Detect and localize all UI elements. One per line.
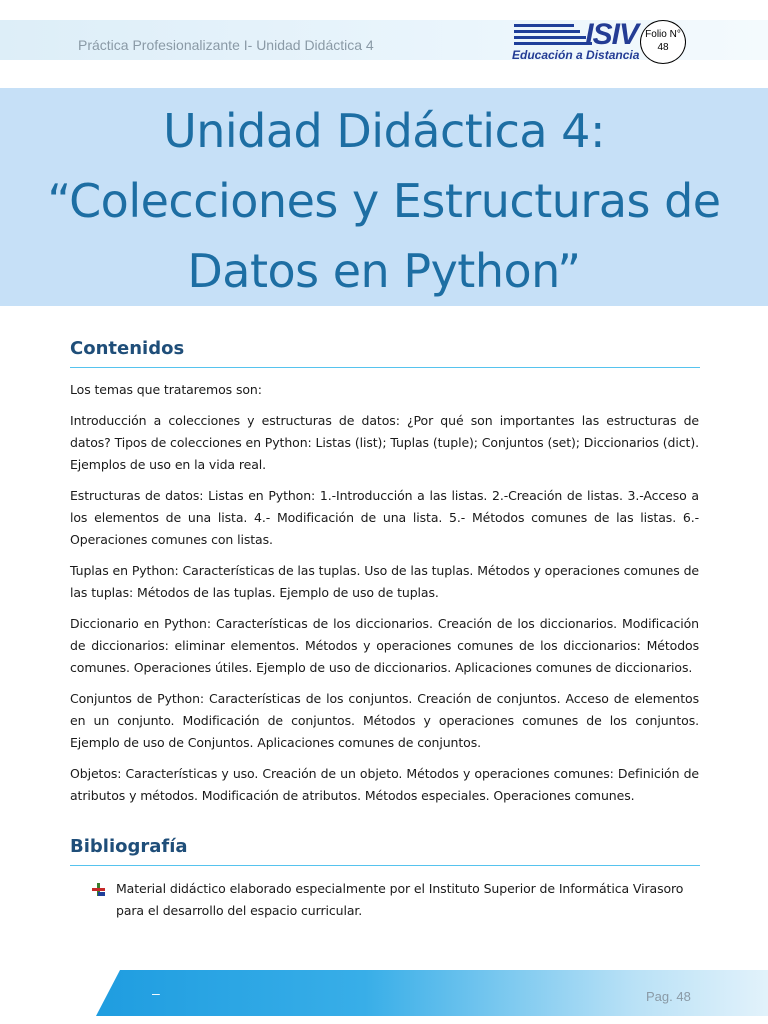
footer-dash: – <box>152 985 160 1001</box>
contenidos-rule <box>70 367 700 368</box>
contenidos-paragraph: Diccionario en Python: Características de los diccionarios. Creación de los diccionarios. Modificación de diccionarios: eliminar elementos. Métodos y operaciones comunes de los diccionarios: Métodos comunes. Operaciones útiles. Ejemplo de uso de diccionarios. Aplicaciones comunes de diccionarios. <box>70 616 699 675</box>
title-line-1: Unidad Didáctica 4: <box>163 104 605 158</box>
contenidos-paragraph: Introducción a colecciones y estructuras de datos: ¿Por qué son importantes las estructuras de datos? Tipos de colecciones en Python: Listas (list); Tuplas (tuple); Conjuntos (set); Diccionarios (dict). Ejemplos de uso en la vida real. <box>70 413 699 472</box>
bullet-icon <box>92 883 106 897</box>
page-title <box>0 96 768 306</box>
page-number: Pag. 48 <box>646 989 691 1004</box>
folio-number: 48 <box>657 42 669 53</box>
contenidos-paragraph: Estructuras de datos: Listas en Python: 1.-Introducción a las listas. 2.-Creación de listas. 3.-Acceso a los elementos de una lista. 4.- Modificación de una lista. 5.- Métodos comunes de las listas. 6.- Operaciones comunes con listas. <box>70 488 699 547</box>
course-title: Práctica Profesionalizante I- Unidad Didáctica 4 <box>78 37 374 53</box>
contenidos-heading: Contenidos <box>70 338 185 359</box>
contenidos-intro: Los temas que trataremos son: <box>70 382 262 397</box>
contenidos-body <box>70 379 699 816</box>
title-line-2: “Colecciones y Estructuras de <box>47 174 721 228</box>
folio-label: Folio N° <box>645 29 681 40</box>
contenidos-paragraph: Conjuntos de Python: Características de los conjuntos. Creación de conjuntos. Acceso de elementos en un conjunto. Modificación de conjuntos. Métodos y operaciones comunes de los conjuntos. Ejemplo de uso de Conjuntos. Aplicaciones comunes de conjuntos. <box>70 691 699 750</box>
contenidos-paragraph: Objetos: Características y uso. Creación de un objeto. Métodos y operaciones comunes: Definición de atributos y métodos. Modificación de atributos. Métodos especiales. Operaciones comunes. <box>70 766 699 803</box>
bibliografia-heading: Bibliografía <box>70 836 188 857</box>
bibliografia-rule <box>70 865 700 866</box>
contenidos-paragraph: Tuplas en Python: Características de las tuplas. Uso de las tuplas. Métodos y operaciones comunes de las tuplas: Métodos de las tuplas. Ejemplo de uso de tuplas. <box>70 563 699 600</box>
isiv-logo <box>510 20 640 64</box>
logo-main-text: ISIV <box>585 18 638 51</box>
title-line-3: Datos en Python” <box>187 244 581 298</box>
folio-stamp <box>640 20 686 64</box>
logo-subtitle: Educación a Distancia <box>512 48 640 62</box>
bibliography-item: Material didáctico elaborado especialmente por el Instituto Superior de Informática Virasoro para el desarrollo del espacio curricular. <box>116 881 684 918</box>
